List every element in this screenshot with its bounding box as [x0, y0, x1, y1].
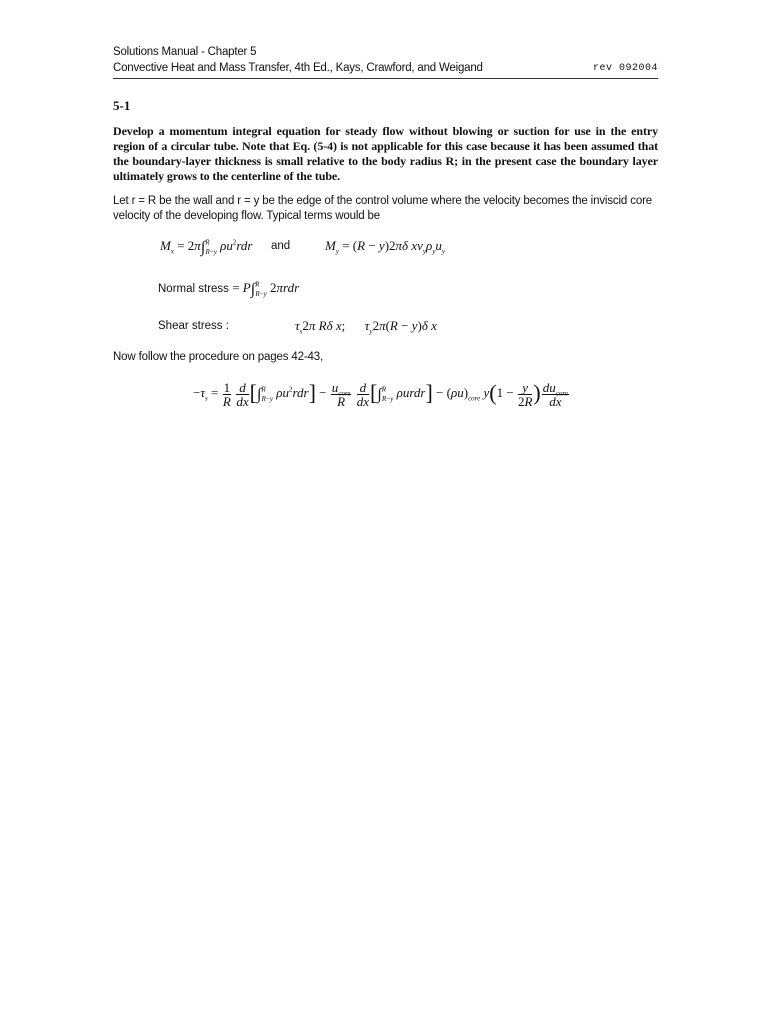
shear-stress-label: Shear stress : [158, 320, 229, 332]
momentum-x-equation: $M_x = 2\pi\int^R_{R-y}$ $\rho u^2rdr$ [160, 238, 253, 256]
momentum-y-equation: $M_y = (R - y)2\pi\delta$ $xv_y\rho_yu_y$ [325, 238, 445, 256]
normal-stress-label: Normal stress [158, 283, 229, 295]
shear-stress-terms: $\tau_s2\pi$ Rδ x; $\tau_y2\pi(R - y)\delta$ x [295, 318, 437, 336]
follow-paragraph: Now follow the procedure on pages 42-43, [113, 351, 324, 363]
header-revision: rev 092004 [592, 63, 658, 74]
problem-number: 5-1 [113, 98, 131, 113]
momentum-integral-equation: $-\tau_s$ = $\frac{1}{R}$ $\frac{d}{dx}$ [∫$^R_{R-y}$ $\rho u^2rdr$] − $\frac{u_{core}}{R}$ $\frac{d}{dx}$ [∫$^R_{R-y}$ ρurdr] − $(\rho u)_{core}$ y(1 − $\frac{y}{2R}$ ) $\frac{du_{core}}{dx}$ [193, 379, 568, 409]
intro-paragraph: Let r = R be the wall and r = y be the edge of the control volume where the velocity becomes the inviscid core velocity of the developing flow. Typical terms would be [113, 195, 652, 222]
normal-stress-equation: Normal stress = P∫$^R_{R-y}$ 2πrdr [158, 280, 300, 298]
header-divider [113, 78, 658, 79]
header-book-text: Convective Heat and Mass Transfer, 4th Ed., Kays, Crawford, and Weigand [113, 62, 483, 74]
header-chapter-title: Solutions Manual - Chapter 5 [113, 46, 257, 58]
header-book-title [113, 62, 658, 74]
and-label: and [271, 240, 291, 252]
problem-statement: Develop a momentum integral equation for steady flow without blowing or suction for use in the entry region of a circular tube. Note that Eq. (5-4) is not applicable for this case because it has been assumed that the boundary-layer thickness is small relative to the body radius R; in the present case the boundary layer ultimately grows to the centerline of the tube. [113, 124, 658, 183]
